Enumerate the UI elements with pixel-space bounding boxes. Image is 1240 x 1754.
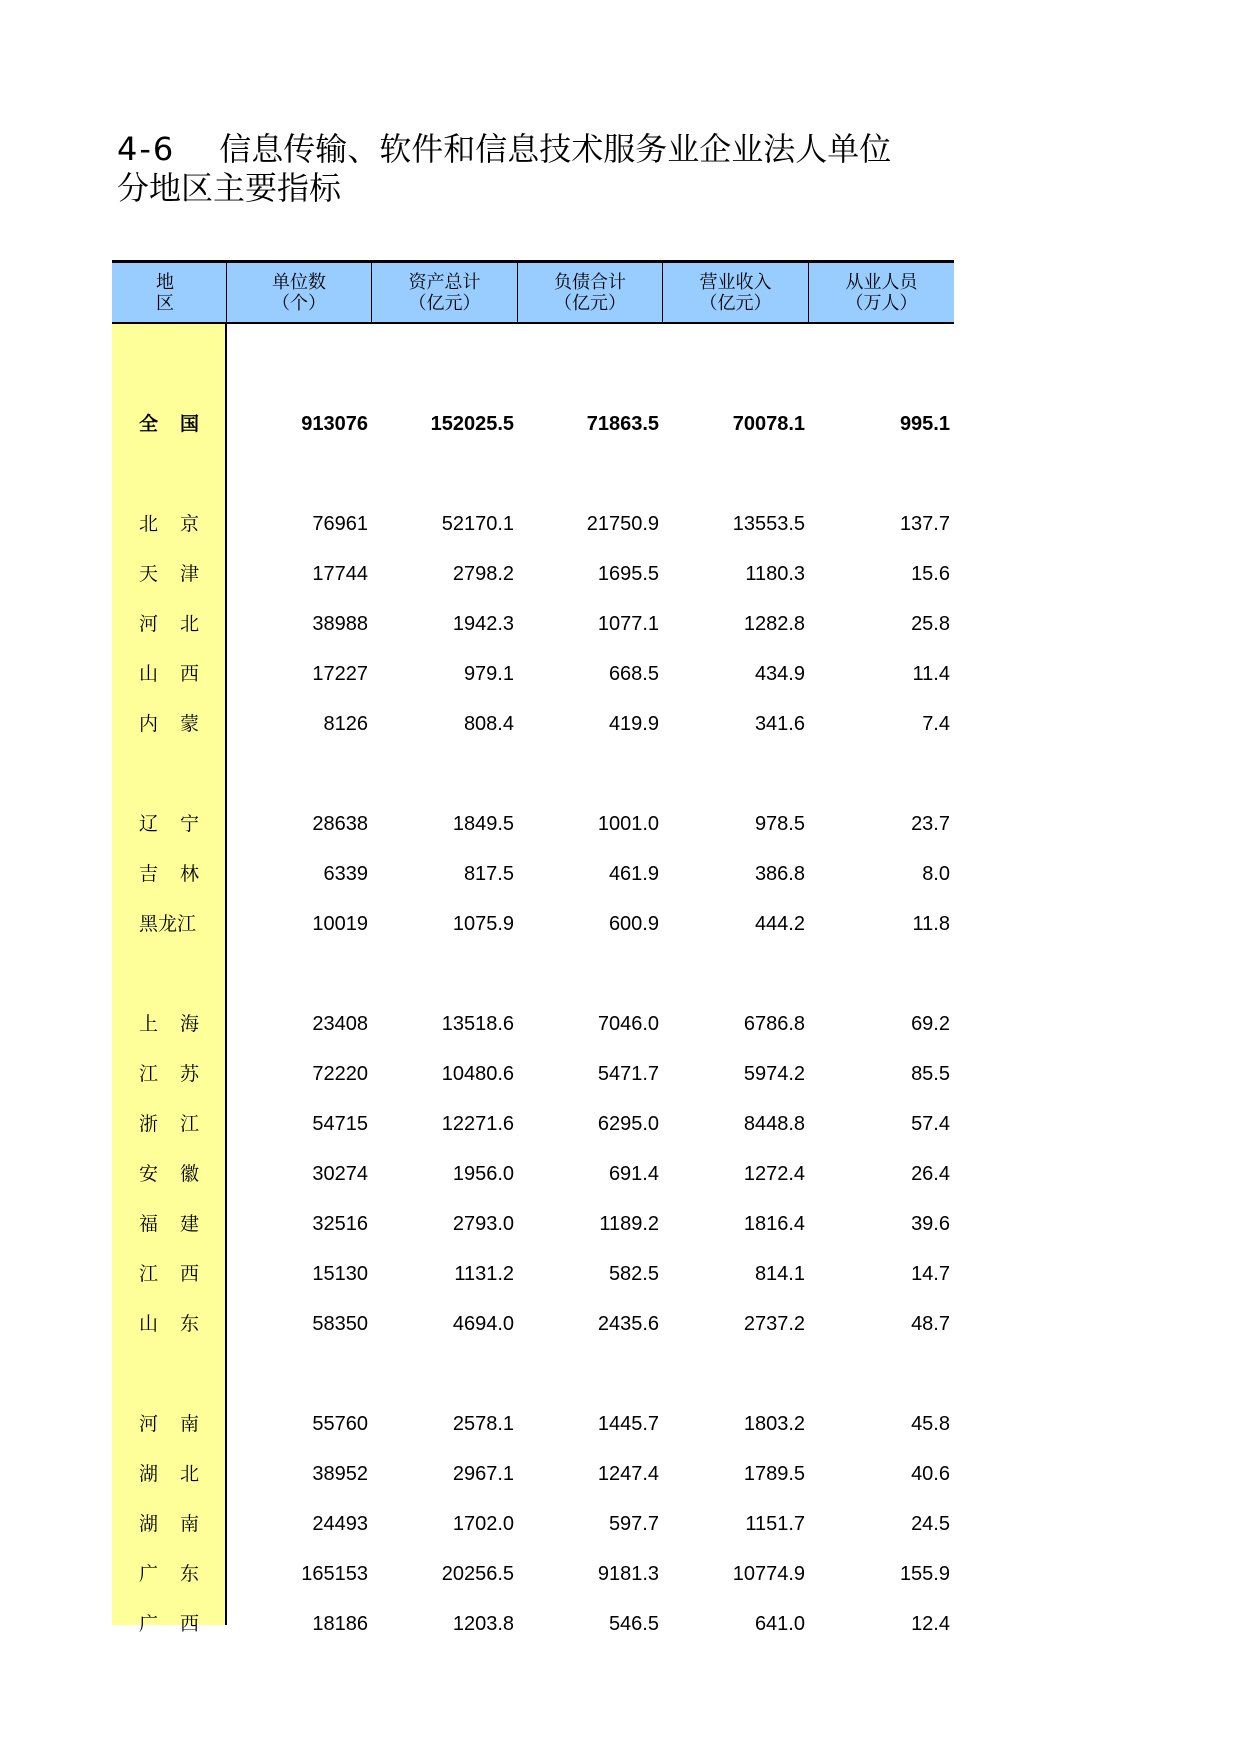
cell-units: 24493: [312, 1513, 368, 1535]
cell-units: 28638: [312, 813, 368, 835]
title-line-2: 分地区主要指标: [117, 169, 342, 207]
table-row: [112, 1149, 954, 1199]
header-employees: 从业人员 （万人）: [845, 271, 918, 314]
cell-assets: 1849.5: [452, 813, 514, 835]
region-name: 湖北: [139, 1463, 222, 1485]
cell-assets: 817.5: [463, 863, 514, 885]
cell-liabilities: 597.7: [608, 1513, 659, 1535]
cell-assets: 4694.0: [452, 1313, 514, 1335]
cell-assets: 979.1: [463, 663, 514, 685]
table-row: [112, 849, 954, 899]
cell-assets: 20256.5: [441, 1563, 514, 1585]
table-row: [112, 1199, 954, 1249]
cell-revenue: 1282.8: [743, 613, 805, 635]
cell-employees: 23.7: [911, 813, 950, 835]
cell-revenue: 341.6: [754, 713, 805, 735]
cell-assets: 2798.2: [452, 563, 514, 585]
table-row: [112, 1549, 954, 1599]
cell-assets: 2793.0: [452, 1213, 514, 1235]
cell-liabilities: 1695.5: [597, 563, 659, 585]
cell-units: 38988: [312, 613, 368, 635]
cell-employees: 25.8: [911, 613, 950, 635]
data-table: [112, 260, 954, 1635]
header-liabilities: 负债合计 （亿元）: [518, 263, 663, 322]
cell-units: 58350: [312, 1313, 368, 1335]
table-number: 4-6: [117, 130, 176, 168]
cell-revenue: 2737.2: [743, 1313, 805, 1335]
cell-employees: 137.7: [899, 513, 950, 535]
region-name: 山西: [139, 663, 222, 685]
cell-employees: 8.0: [922, 863, 950, 885]
cell-units: 38952: [312, 1463, 368, 1485]
cell-revenue: 1803.2: [743, 1413, 805, 1435]
cell-employees: 12.4: [911, 1613, 950, 1635]
cell-liabilities: 7046.0: [597, 1013, 659, 1035]
table-row: [112, 499, 954, 549]
cell-employees: 15.6: [911, 563, 950, 585]
cell-revenue: 10774.9: [732, 1563, 805, 1585]
region-name: 内蒙: [139, 713, 222, 735]
table-row: [112, 999, 954, 1049]
cell-employees: 85.5: [911, 1063, 950, 1085]
cell-assets: 10480.6: [441, 1063, 514, 1085]
cell-revenue: 1151.7: [745, 1513, 805, 1535]
total-row: [112, 399, 954, 449]
table-row: [112, 1299, 954, 1349]
table-row: [112, 1249, 954, 1299]
cell-units: 8126: [323, 713, 368, 735]
cell-assets: 808.4: [463, 713, 514, 735]
cell-units: 6339: [323, 863, 368, 885]
table-row: [112, 799, 954, 849]
cell-assets: 1131.2: [454, 1263, 514, 1285]
title-line-1: [117, 130, 891, 169]
cell-liabilities: 1445.7: [597, 1413, 659, 1435]
cell-liabilities: 1001.0: [597, 813, 659, 835]
header-units: 单位数 （个）: [227, 263, 372, 322]
cell-employees: 995.1: [899, 413, 950, 435]
table-row: [112, 599, 954, 649]
cell-units: 55760: [312, 1413, 368, 1435]
cell-assets: 2578.1: [452, 1413, 514, 1435]
cell-units: 72220: [312, 1063, 368, 1085]
cell-liabilities: 546.5: [608, 1613, 659, 1635]
cell-employees: 155.9: [899, 1563, 950, 1585]
cell-revenue: 1816.4: [743, 1213, 805, 1235]
cell-employees: 26.4: [911, 1163, 950, 1185]
cell-revenue: 978.5: [754, 813, 805, 835]
cell-liabilities: 1189.2: [599, 1213, 659, 1235]
cell-revenue: 70078.1: [732, 413, 805, 435]
cell-assets: 1075.9: [452, 913, 514, 935]
cell-liabilities: 2435.6: [597, 1313, 659, 1335]
cell-liabilities: 6295.0: [597, 1113, 659, 1135]
region-name: 江苏: [139, 1063, 222, 1085]
cell-units: 15130: [312, 1263, 368, 1285]
cell-revenue: 13553.5: [732, 513, 805, 535]
table-row: [112, 1049, 954, 1099]
cell-assets: 1702.0: [452, 1513, 514, 1535]
title-text-1: 信息传输、软件和信息技术服务业企业法人单位: [219, 130, 892, 168]
cell-revenue: 6786.8: [743, 1013, 805, 1035]
cell-liabilities: 1247.4: [597, 1463, 659, 1485]
region-name: 黑龙江: [139, 913, 197, 935]
table-row: [112, 699, 954, 749]
cell-assets: 1942.3: [452, 613, 514, 635]
cell-revenue: 1272.4: [743, 1163, 805, 1185]
cell-employees: 11.8: [912, 913, 950, 935]
cell-assets: 13518.6: [441, 1013, 514, 1035]
table-header: [112, 260, 954, 324]
cell-units: 17744: [312, 563, 368, 585]
cell-revenue: 5974.2: [743, 1063, 805, 1085]
table-row: [112, 1499, 954, 1549]
cell-liabilities: 600.9: [608, 913, 659, 935]
header-region: 地 区: [112, 263, 227, 322]
cell-units: 17227: [312, 663, 368, 685]
cell-liabilities: 71863.5: [586, 413, 659, 435]
cell-assets: 152025.5: [430, 413, 514, 435]
cell-units: 76961: [312, 513, 368, 535]
cell-revenue: 1180.3: [745, 563, 805, 585]
cell-liabilities: 582.5: [608, 1263, 659, 1285]
table-row: [112, 549, 954, 599]
cell-units: 18186: [312, 1613, 368, 1635]
cell-liabilities: 1077.1: [597, 613, 659, 635]
cell-employees: 45.8: [911, 1413, 950, 1435]
region-name: 山东: [139, 1313, 222, 1335]
page-title: [117, 130, 891, 208]
region-name: 吉林: [139, 863, 222, 885]
cell-employees: 57.4: [911, 1113, 950, 1135]
cell-units: 913076: [301, 413, 368, 435]
cell-liabilities: 419.9: [608, 713, 659, 735]
cell-liabilities: 21750.9: [586, 513, 659, 535]
region-name: 天津: [139, 563, 222, 585]
region-name: 河南: [139, 1413, 222, 1435]
cell-units: 10019: [312, 913, 368, 935]
cell-revenue: 1789.5: [743, 1463, 805, 1485]
region-name: 全国: [139, 413, 222, 435]
cell-revenue: 386.8: [754, 863, 805, 885]
cell-assets: 2967.1: [452, 1463, 514, 1485]
cell-assets: 1203.8: [452, 1613, 514, 1635]
cell-revenue: 8448.8: [743, 1113, 805, 1135]
region-name: 浙江: [139, 1113, 222, 1135]
header-assets: 资产总计 （亿元）: [372, 263, 518, 322]
table-row: [112, 1449, 954, 1499]
table-row: [112, 1099, 954, 1149]
cell-units: 23408: [312, 1013, 368, 1035]
region-name: 广西: [139, 1613, 222, 1635]
cell-employees: 7.4: [922, 713, 950, 735]
cell-liabilities: 668.5: [608, 663, 659, 685]
cell-assets: 1956.0: [452, 1163, 514, 1185]
header-revenue: 营业收入 （亿元）: [663, 263, 809, 322]
table-row: [112, 899, 954, 949]
cell-revenue: 814.1: [754, 1263, 805, 1285]
cell-employees: 11.4: [912, 663, 950, 685]
cell-units: 30274: [312, 1163, 368, 1185]
table-body: [112, 324, 954, 1635]
cell-employees: 14.7: [911, 1263, 950, 1285]
cell-employees: 39.6: [911, 1213, 950, 1235]
cell-employees: 40.6: [911, 1463, 950, 1485]
region-name: 北京: [139, 513, 222, 535]
cell-employees: 48.7: [911, 1313, 950, 1335]
cell-revenue: 434.9: [754, 663, 805, 685]
region-name: 江西: [139, 1263, 222, 1285]
cell-units: 32516: [312, 1213, 368, 1235]
region-name: 辽宁: [139, 813, 222, 835]
cell-units: 165153: [301, 1563, 368, 1585]
table-row: [112, 1599, 954, 1649]
cell-units: 54715: [312, 1113, 368, 1135]
cell-employees: 69.2: [911, 1013, 950, 1035]
cell-liabilities: 691.4: [608, 1163, 659, 1185]
cell-employees: 24.5: [911, 1513, 950, 1535]
region-name: 福建: [139, 1213, 222, 1235]
cell-assets: 52170.1: [441, 513, 514, 535]
cell-liabilities: 461.9: [608, 863, 659, 885]
table-row: [112, 1399, 954, 1449]
region-name: 上海: [139, 1013, 222, 1035]
region-name: 河北: [139, 613, 222, 635]
cell-liabilities: 5471.7: [597, 1063, 659, 1085]
region-name: 湖南: [139, 1513, 222, 1535]
table-row: [112, 649, 954, 699]
cell-revenue: 444.2: [754, 913, 805, 935]
cell-assets: 12271.6: [441, 1113, 514, 1135]
region-name: 广东: [139, 1563, 222, 1585]
region-name: 安徽: [139, 1163, 222, 1185]
cell-revenue: 641.0: [754, 1613, 805, 1635]
cell-liabilities: 9181.3: [597, 1563, 659, 1585]
